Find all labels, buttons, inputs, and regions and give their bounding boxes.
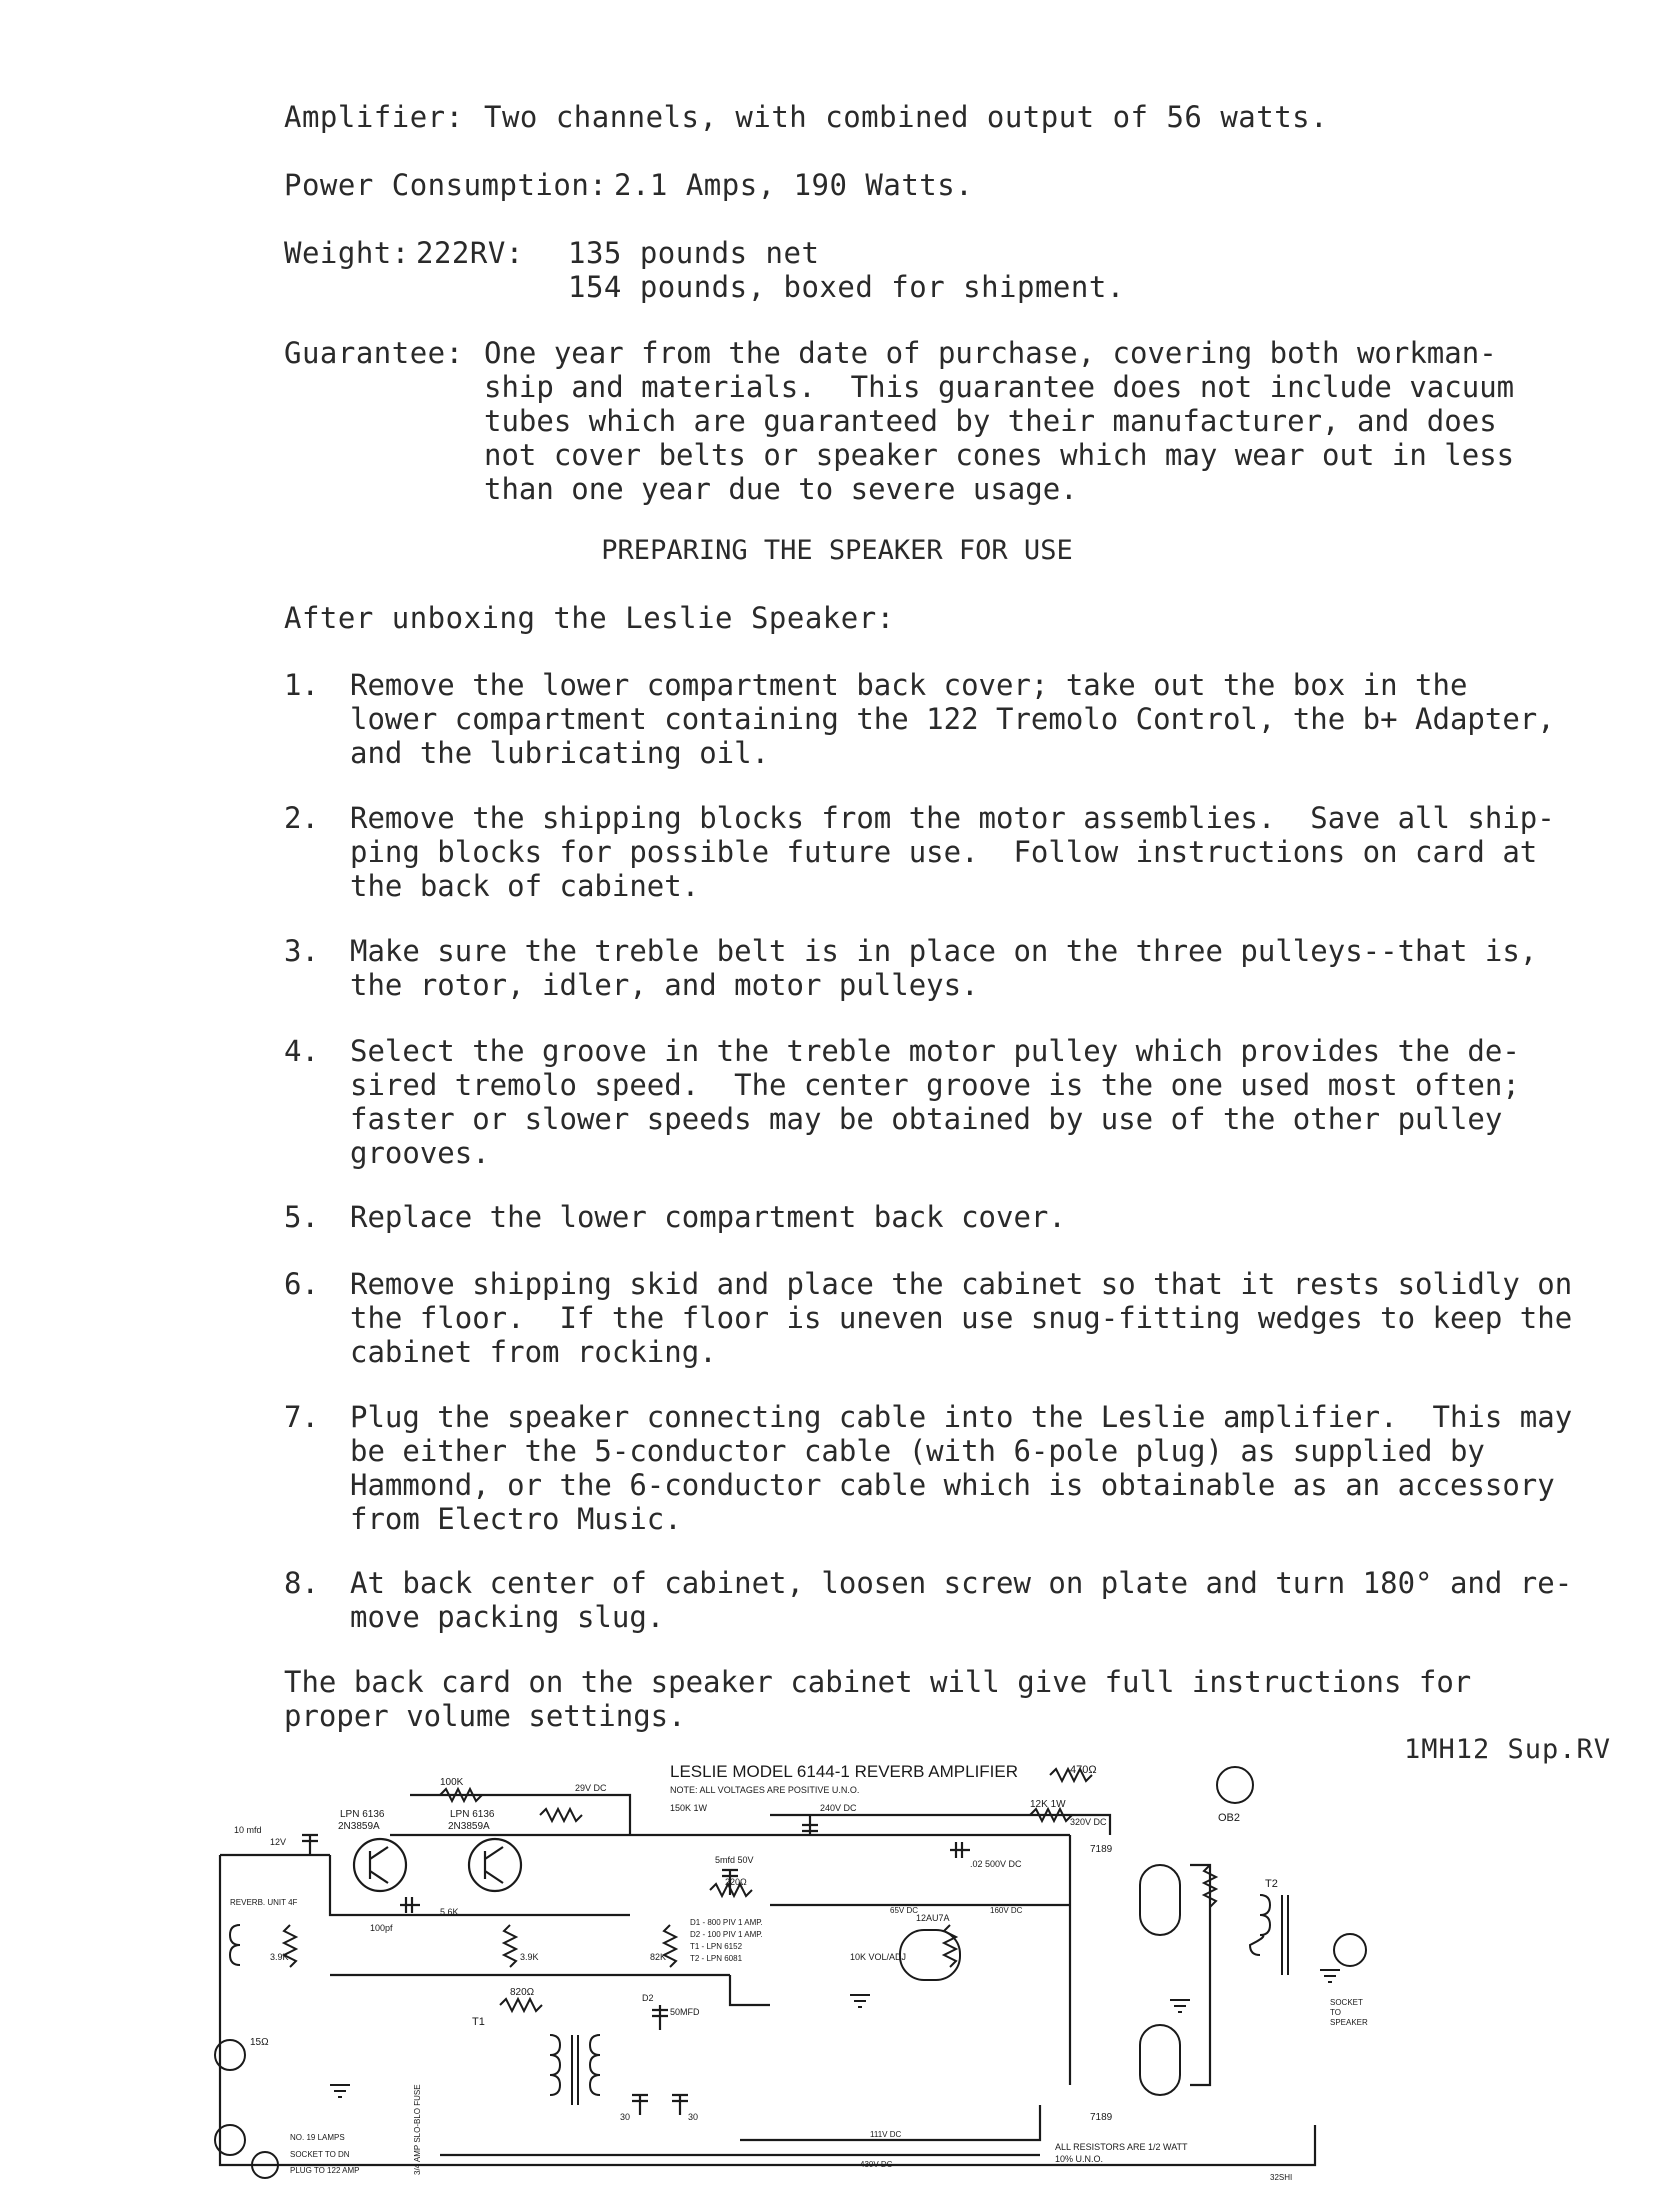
- step-2-text: [350, 801, 1555, 903]
- section-heading: PREPARING THE SPEAKER FOR USE: [601, 535, 1073, 566]
- weight-label: Weight:: [284, 236, 410, 270]
- reverb-amplifier-schematic: [210, 1755, 1390, 2185]
- capacitor-30a: [632, 2095, 648, 2115]
- label-q2-part: 2N3859A: [448, 1821, 490, 1832]
- label-diode-note-3: T1 - LPN 6152: [690, 1942, 743, 1951]
- rect-wire: [730, 1975, 770, 2005]
- step-number: 3.: [284, 934, 319, 968]
- ground-icon: [1170, 2000, 1190, 2012]
- capacitor-02: [950, 1842, 970, 1858]
- label-q1-name: LPN 6136: [340, 1809, 385, 1820]
- speaker-socket-icon: [1334, 1934, 1366, 1966]
- label-150k: 150K 1W: [670, 1803, 708, 1813]
- tube-ob2-icon: [1217, 1767, 1253, 1803]
- label-t1: T1: [472, 2016, 485, 2028]
- label-resistor-note-1: ALL RESISTORS ARE 1/2 WATT: [1055, 2142, 1188, 2152]
- label-12k: 12K 1W: [1030, 1799, 1066, 1810]
- step-number: 4.: [284, 1034, 319, 1068]
- step-6-text: [350, 1267, 1572, 1369]
- step-line: and the lubricating oil.: [350, 736, 770, 770]
- label-82k: 82K: [650, 1952, 667, 1962]
- step-8-text: [350, 1566, 1572, 1634]
- label-430v: 430V DC: [860, 2160, 893, 2169]
- label-65v: 65V DC: [890, 1906, 919, 1915]
- label-160v: 160V DC: [990, 1906, 1023, 1915]
- label-240v: 240V DC: [820, 1803, 857, 1813]
- reverb-coil: [230, 1925, 240, 1965]
- label-220-ohm: 220Ω: [725, 1877, 747, 1887]
- ground-icon: [1320, 1970, 1340, 1982]
- t2-primary-wire: [1190, 1865, 1210, 2085]
- guarantee-line: than one year due to severe usage.: [484, 472, 1078, 506]
- label-socket-speaker-1: SOCKET: [1330, 1998, 1363, 2007]
- step-line: the floor. If the floor is uneven use snug-fitting wedges to keep the: [350, 1301, 1573, 1335]
- step-line: Replace the lower compartment back cover.: [350, 1200, 1066, 1234]
- label-30-a: 30: [620, 2112, 631, 2122]
- label-5k6: 5.6K: [440, 1907, 459, 1917]
- step-4-text: [350, 1034, 1520, 1170]
- schematic-note: NOTE: ALL VOLTAGES ARE POSITIVE U.N.O.: [670, 1785, 860, 1795]
- capacitor-30b: [672, 2095, 688, 2115]
- weight-boxed: 154 pounds, boxed for shipment.: [568, 270, 1125, 304]
- label-t2: T2: [1265, 1878, 1278, 1890]
- step-line: Select the groove in the treble motor pulley which provides the de-: [350, 1034, 1520, 1068]
- resistor-3k9-right: [504, 1925, 516, 1967]
- amplifier-value: Two channels, with combined output of 56 watts.: [484, 100, 1329, 134]
- step-line: Remove the lower compartment back cover; take out the box in the: [350, 668, 1468, 702]
- label-q2-name: LPN 6136: [450, 1809, 495, 1820]
- step-line: ping blocks for possible future use. Follow instructions on card at: [350, 835, 1538, 869]
- step-3-text: [350, 934, 1537, 1002]
- step-line: be either the 5-conductor cable (with 6-pole plug) as supplied by: [350, 1434, 1485, 1468]
- step-5-text: [350, 1200, 1066, 1234]
- resistor-150k: [540, 1809, 582, 1821]
- q2-leads: [485, 1847, 503, 1883]
- step-number: 5.: [284, 1200, 319, 1234]
- label-fuse: 3/4 AMP SLO-BLO FUSE: [413, 2084, 422, 2175]
- tube-12au7a-icon: [900, 1930, 960, 1980]
- guarantee-label: Guarantee:: [284, 336, 464, 370]
- step-line: sired tremolo speed. The center groove is the one used most often;: [350, 1068, 1520, 1102]
- label-lamps: NO. 19 LAMPS: [290, 2133, 345, 2142]
- t2-primary-coil: [1250, 1895, 1270, 1955]
- label-29v: 29V DC: [575, 1783, 607, 1793]
- label-10mfd: 10 mfd: [234, 1825, 262, 1835]
- step-line: lower compartment containing the 122 Tremolo Control, the b+ Adapter,: [350, 702, 1555, 736]
- label-470-ohm: 470Ω: [1070, 1764, 1097, 1776]
- ground-bus-wire: [220, 1855, 1315, 2165]
- tube-7189-bottom-icon: [1140, 2025, 1180, 2095]
- transistor-q1-icon: [354, 1839, 406, 1891]
- t2-core: [1282, 1895, 1288, 1975]
- step-line: the rotor, idler, and motor pulleys.: [350, 968, 979, 1002]
- t1-core: [572, 2035, 578, 2105]
- guarantee-line: One year from the date of purchase, covering both workman-: [484, 336, 1497, 370]
- closing-line: proper volume settings.: [284, 1699, 686, 1733]
- label-socket-speaker-3: SPEAKER: [1330, 2018, 1368, 2027]
- amplifier-label: Amplifier:: [284, 100, 464, 134]
- top-feedback-wire: [410, 1795, 630, 1835]
- step-line: Make sure the treble belt is in place on the three pulleys--that is,: [350, 934, 1538, 968]
- step-line: Hammond, or the 6-conductor cable which is obtainable as an accessory: [350, 1468, 1555, 1502]
- label-reverb-unit: REVERB. UNIT 4F: [230, 1898, 298, 1907]
- step-line: Remove the shipping blocks from the motor assemblies. Save all ship-: [350, 801, 1555, 835]
- q1-leads: [370, 1847, 388, 1883]
- label-100k: 100K: [440, 1777, 464, 1788]
- step-line: cabinet from rocking.: [350, 1335, 717, 1369]
- step-line: grooves.: [350, 1136, 490, 1170]
- label-10k-vol: 10K VOL/ADJ: [850, 1952, 907, 1962]
- label-d2: D2: [642, 1993, 654, 2003]
- t1-primary-coil: [550, 2035, 560, 2095]
- label-7189-bottom: 7189: [1090, 2112, 1113, 2123]
- step-number: 8.: [284, 1566, 319, 1600]
- step-line: move packing slug.: [350, 1600, 665, 1634]
- schematic-title: LESLIE MODEL 6144-1 REVERB AMPLIFIER: [670, 1762, 1019, 1781]
- t1-secondary-coil: [590, 2035, 600, 2095]
- step-number: 2.: [284, 801, 319, 835]
- label-50mfd: 50MFD: [670, 2007, 700, 2017]
- label-5mfd: 5mfd 50V: [715, 1855, 754, 1865]
- guarantee-line: ship and materials. This guarantee does not include vacuum: [484, 370, 1515, 404]
- step-line: from Electro Music.: [350, 1502, 682, 1536]
- step-number: 1.: [284, 668, 319, 702]
- label-ob2: OB2: [1218, 1812, 1241, 1824]
- label-320v: 320V DC: [1070, 1817, 1107, 1827]
- label-diode-note-1: D1 - 800 PIV 1 AMP.: [690, 1918, 763, 1927]
- weight-model: 222RV:: [416, 236, 524, 270]
- step-line: Remove shipping skid and place the cabinet so that it rests solidly on: [350, 1267, 1573, 1301]
- label-820-ohm: 820Ω: [510, 1987, 535, 1998]
- guarantee-line: tubes which are guaranteed by their manufacturer, and does: [484, 404, 1497, 438]
- power-label: Power Consumption:: [284, 168, 608, 202]
- label-sheet: 32SHI: [1270, 2173, 1293, 2182]
- ground-icon: [330, 2085, 350, 2097]
- step-line: Plug the speaker connecting cable into the Leslie amplifier. This may: [350, 1400, 1573, 1434]
- label-resistor-note-2: 10% U.N.O.: [1055, 2154, 1104, 2164]
- closing-line: The back card on the speaker cabinet will give full instructions for: [284, 1665, 1472, 1699]
- step-line: faster or slower speeds may be obtained by use of the other pulley: [350, 1102, 1503, 1136]
- tube-7189-top-icon: [1140, 1865, 1180, 1935]
- ground-icon: [850, 1995, 870, 2007]
- label-30-b: 30: [688, 2112, 699, 2122]
- intro-text: After unboxing the Leslie Speaker:: [284, 601, 895, 635]
- step-line: At back center of cabinet, loosen screw on plate and turn 180° and re-: [350, 1566, 1573, 1600]
- label-111v: 111V DC: [870, 2130, 902, 2139]
- label-15-ohm: 15Ω: [250, 2037, 269, 2048]
- document-id: 1MH12 Sup.RV: [1404, 1734, 1612, 1765]
- label-100pf: 100pf: [370, 1923, 393, 1933]
- label-7189-top: 7189: [1090, 1844, 1113, 1855]
- capacitor-10uf: [802, 1815, 818, 1835]
- label-12au7a: 12AU7A: [916, 1913, 950, 1923]
- guarantee-text: [484, 336, 1514, 506]
- label-plug-122: PLUG TO 122 AMP: [290, 2166, 360, 2175]
- step-line: the back of cabinet.: [350, 869, 700, 903]
- capacitor-100pf: [400, 1897, 420, 1913]
- label-diode-note-4: T2 - LPN 6081: [690, 1954, 743, 1963]
- step-1-text: [350, 668, 1555, 770]
- weight-net: 135 pounds net: [568, 236, 820, 270]
- capacitor-10mfd: [302, 1835, 318, 1855]
- step-number: 7.: [284, 1400, 319, 1434]
- power-value: 2.1 Amps, 190 Watts.: [614, 168, 974, 202]
- label-3k9-left: 3.9K: [270, 1952, 289, 1962]
- label-diode-note-2: D2 - 100 PIV 1 AMP.: [690, 1930, 763, 1939]
- label-02-cap: .02 500V DC: [970, 1859, 1022, 1869]
- label-socket-speaker-2: TO: [1330, 2008, 1341, 2017]
- label-socket-dn: SOCKET TO DN: [290, 2150, 350, 2159]
- guarantee-line: not cover belts or speaker cones which may wear out in less: [484, 438, 1515, 472]
- resistor-820-ohm: [500, 1999, 542, 2011]
- label-3k9-right: 3.9K: [520, 1952, 539, 1962]
- step-7-text: [350, 1400, 1572, 1536]
- hv-supply-wire: [770, 1815, 1110, 1835]
- step-number: 6.: [284, 1267, 319, 1301]
- label-12v: 12V: [270, 1837, 287, 1847]
- label-q1-part: 2N3859A: [338, 1821, 380, 1832]
- closing-text: [284, 1665, 1471, 1733]
- capacitor-50mfd: [652, 2005, 668, 2030]
- transistor-q2-icon: [469, 1839, 521, 1891]
